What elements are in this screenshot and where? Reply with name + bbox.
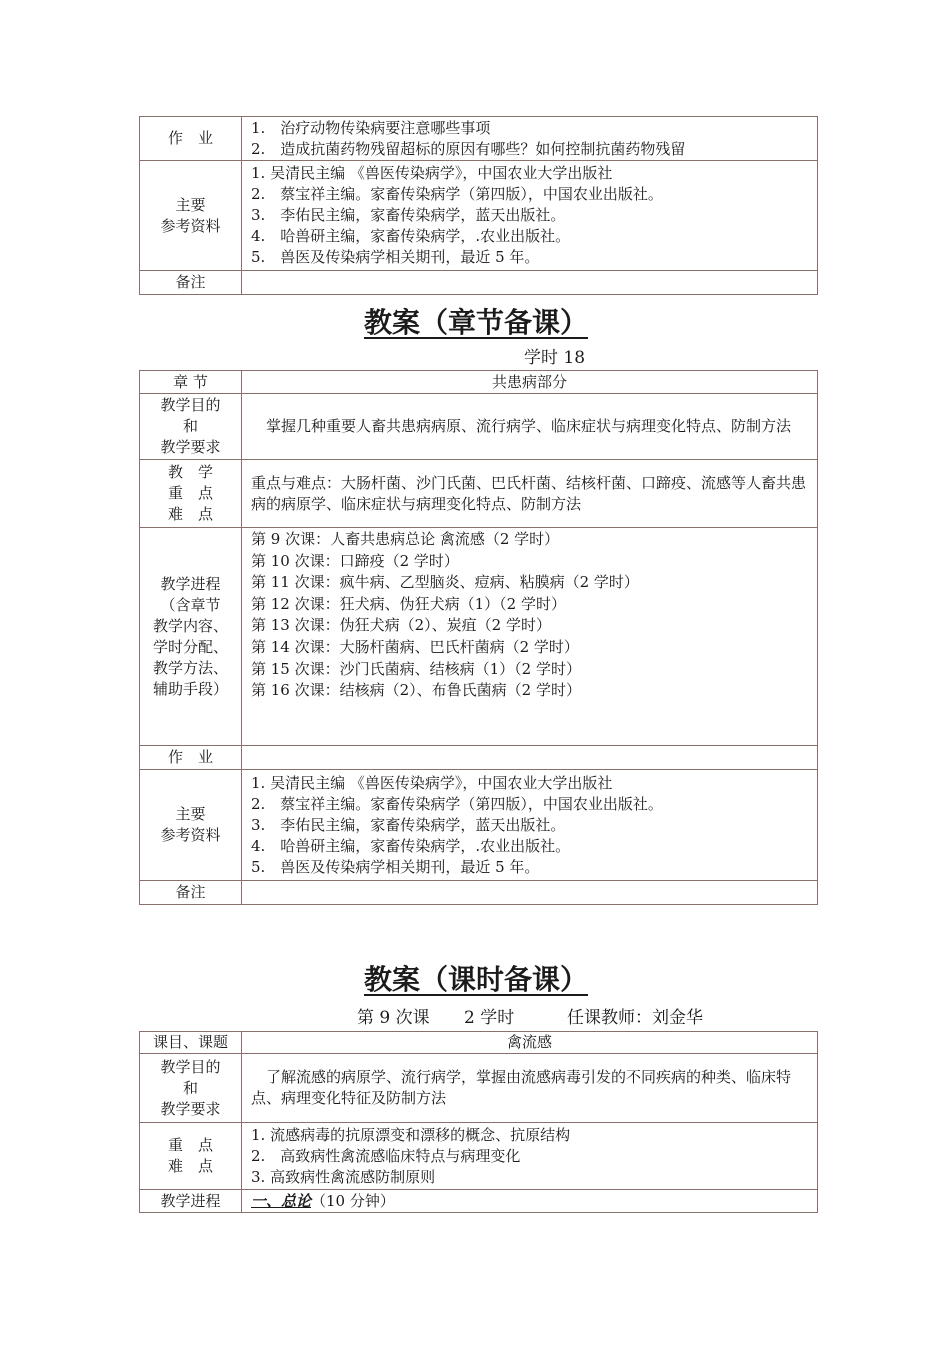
lesson-plan-title: 教案（课时备课） bbox=[363, 963, 588, 996]
reference-item: 3. 李佑民主编，家畜传染病学，蓝天出版社。 bbox=[251, 206, 566, 224]
references-cell bbox=[242, 161, 818, 271]
key-points-value: 重点与难点：大肠杆菌、沙门氏菌、巴氏杆菌、结核杆菌、口蹄疫、流感等人畜共患病的病原学、临床症状与病理变化特点、防制方法 bbox=[242, 460, 818, 528]
lesson-key-cell bbox=[242, 1123, 818, 1190]
chapter-homework-cell bbox=[242, 746, 818, 770]
topic-value: 禽流感 bbox=[242, 1032, 818, 1054]
session-item: 第 13 次课：伪狂犬病（2）、炭疽（2 学时） bbox=[251, 616, 551, 635]
lesson-goal-label: 教学目的 和 教学要求 bbox=[140, 1054, 242, 1123]
key-points-label: 教 学 重 点 难 点 bbox=[140, 460, 242, 528]
chapter-notes-cell bbox=[242, 881, 818, 905]
process-cell bbox=[242, 528, 818, 746]
lesson-process-cell bbox=[242, 1190, 818, 1213]
key-item: 3. 高致病性禽流感防制原则 bbox=[251, 1167, 436, 1186]
topic-label: 课目、课题 bbox=[140, 1032, 242, 1054]
homework-item: 2. 造成抗菌药物残留超标的原因有哪些？如何控制抗菌药物残留 bbox=[251, 139, 686, 158]
lesson-process-label: 教学进程 bbox=[140, 1190, 242, 1213]
chapter-notes-label: 备注 bbox=[140, 881, 242, 905]
session-item: 第 15 次课：沙门氏菌病、结核病（1）（2 学时） bbox=[251, 659, 581, 678]
notes-cell bbox=[242, 271, 818, 295]
lesson-key-label: 重 点 难 点 bbox=[140, 1123, 242, 1190]
references-label: 主要 参考资料 bbox=[140, 161, 242, 271]
notes-label: 备注 bbox=[140, 271, 242, 295]
homework-label: 作 业 bbox=[140, 117, 242, 161]
session-item: 第 9 次课：人畜共患病总论 禽流感（2 学时） bbox=[251, 530, 560, 548]
lesson-hours: 2 学时 bbox=[464, 1008, 515, 1028]
homework-item: 1. 治疗动物传染病要注意哪些事项 bbox=[251, 118, 491, 137]
key-item: 2. 高致病性禽流感临床特点与病理变化 bbox=[251, 1146, 521, 1165]
process-label: 教学进程 （含章节 教学内容、 学时分配、 教学方法、 辅助手段） bbox=[140, 528, 242, 746]
lesson-goal-value: 了解流感的病原学、流行病学，掌握由流感病毒引发的不同疾病的种类、临床特点、病理变化特征及防制方法 bbox=[242, 1054, 818, 1123]
session-item: 第 11 次课：疯牛病、乙型脑炎、痘病、粘膜病（2 学时） bbox=[251, 573, 639, 592]
reference-item: 4. 哈兽研主编，家畜传染病学，.农业出版社。 bbox=[251, 227, 571, 245]
chapter-references-cell bbox=[242, 770, 818, 881]
lesson-plan-table bbox=[139, 1031, 818, 1213]
reference-item: 3. 李佑民主编，家畜传染病学，蓝天出版社。 bbox=[251, 815, 566, 834]
reference-item: 1. 吴清民主编 《兽医传染病学》，中国农业大学出版社 bbox=[251, 773, 613, 792]
homework-cell bbox=[242, 117, 818, 161]
lesson-teacher: 任课教师：刘金华 bbox=[567, 1008, 703, 1028]
lesson-session: 第 9 次课 bbox=[357, 1008, 430, 1028]
reference-item: 5. 兽医及传染病学相关期刊，最近 5 年。 bbox=[251, 248, 540, 266]
chapter-homework-label: 作 业 bbox=[140, 746, 242, 770]
chapter-references-label: 主要 参考资料 bbox=[140, 770, 242, 881]
session-item: 第 14 次课：大肠杆菌病、巴氏杆菌病（2 学时） bbox=[251, 637, 579, 656]
top-continuation-table bbox=[139, 116, 818, 295]
key-item: 1. 流感病毒的抗原漂变和漂移的概念、抗原结构 bbox=[251, 1125, 571, 1144]
reference-item: 2. 蔡宝祥主编。家畜传染病学（第四版），中国农业出版社。 bbox=[251, 794, 663, 813]
reference-item: 1. 吴清民主编 《兽医传染病学》，中国农业大学出版社 bbox=[251, 164, 613, 182]
chapter-plan-table bbox=[139, 370, 818, 905]
goal-label: 教学目的 和 教学要求 bbox=[140, 394, 242, 460]
reference-item: 4. 哈兽研主编，家畜传染病学，.农业出版社。 bbox=[251, 836, 571, 855]
session-item: 第 12 次课：狂犬病、伪狂犬病（1）（2 学时） bbox=[251, 594, 566, 613]
chapter-hours: 学时 18 bbox=[524, 348, 586, 368]
session-item: 第 16 次课：结核病（2）、布鲁氏菌病（2 学时） bbox=[251, 681, 581, 700]
goal-value: 掌握几种重要人畜共患病病原、流行病学、临床症状与病理变化特点、防制方法 bbox=[242, 394, 818, 460]
process-section-heading: 一、总论 bbox=[251, 1191, 312, 1210]
chapter-value: 共患病部分 bbox=[242, 371, 818, 394]
process-section-time: （10 分钟） bbox=[311, 1191, 395, 1210]
chapter-label: 章 节 bbox=[140, 371, 242, 394]
chapter-plan-title: 教案（章节备课） bbox=[363, 306, 588, 339]
reference-item: 5. 兽医及传染病学相关期刊，最近 5 年。 bbox=[251, 857, 540, 876]
reference-item: 2. 蔡宝祥主编。家畜传染病学（第四版），中国农业出版社。 bbox=[251, 185, 663, 203]
session-item: 第 10 次课：口蹄疫（2 学时） bbox=[251, 551, 459, 570]
